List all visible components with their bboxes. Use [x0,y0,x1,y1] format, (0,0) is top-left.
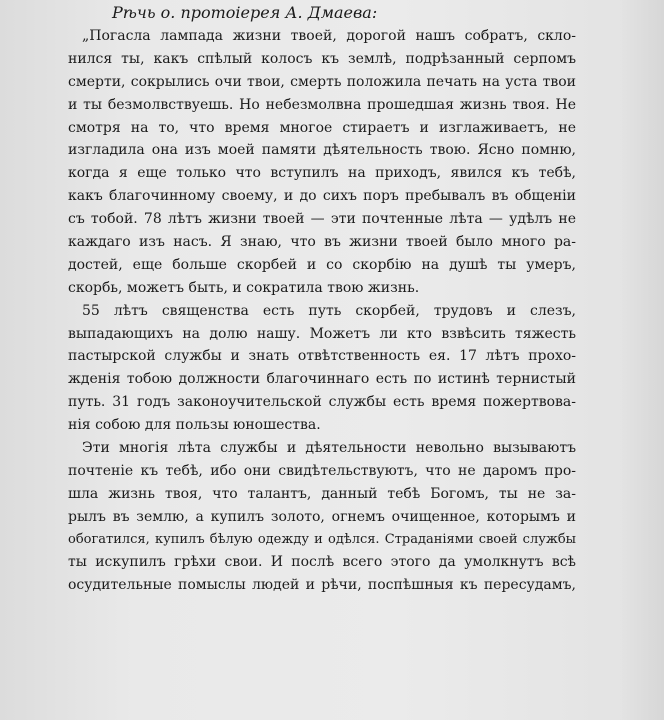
text-line: смотря на то, что время многое стираетъ и изглаживаетъ, не [68,119,576,136]
text-line: изгладила она изъ моей памяти дѣятельность твою. Ясно помню, [68,142,576,159]
text-line: когда я еще только что вступилъ на приходъ, явился къ тебѣ, [68,165,576,182]
speech-text [68,25,576,597]
text-line: шла жизнь твоя, что талантъ, данный тебѣ Богомъ, ты не за- [68,485,576,502]
text-line: обогатился, купилъ бѣлую одежду и одѣлся. Страданіями своей службы [68,531,576,547]
text-line: путь. 31 годъ законоучительской службы есть время пожертвова- [68,394,576,411]
text-line: Эти многія лѣта службы и дѣятельности невольно вызываютъ [82,440,576,457]
text-line: нился ты, какъ спѣлый колосъ къ землѣ, подрѣзанный серпомъ [68,50,576,67]
text-line: съ тобой. 78 лѣтъ жизни твоей — эти почтенные лѣта — удѣлъ не [68,211,576,228]
text-line: „Погасла лампада жизни твоей, дорогой нашъ собратъ, скло- [82,28,576,44]
text-line: какъ благочинному своему, и до сихъ поръ пребывалъ въ общеніи [68,188,576,205]
text-line: рылъ въ землю, а купилъ золото, огнемъ очищенное, которымъ и [68,508,576,525]
text-line: 55 лѣтъ священства есть путь скорбей, трудовъ и слезъ, [82,302,576,319]
text-line: достей, еще больше скорбей и со скорбію на душѣ ты умеръ, [68,256,576,273]
speech-heading: Рѣчь о. протоіерея А. Дмаева: [112,3,378,22]
text-line: осудительные помыслы людей и рѣчи, поспѣшныя къ пересудамъ, [68,577,576,594]
text-line: жденія тобою должности благочиннаго есть по истинѣ тернистый [68,371,576,388]
text-line: выпадающихъ на долю нашу. Можетъ ли кто взвѣсить тяжесть [68,325,576,342]
page-margin-shadow [620,0,664,720]
text-line: смерти, сокрылись очи твои, смерть положила печать на уста твои [68,73,576,90]
text-line: каждаго изъ насъ. Я знаю, что въ жизни твоей было много ра- [68,234,576,251]
text-line: и ты безмолвствуешь. Но небезмолвна прошедшая жизнь твоя. Не [68,96,576,113]
text-line: нія собою для пользы юношества. [68,417,321,434]
text-line: скорбь, можетъ быть, и сократила твою жизнь. [68,279,420,296]
text-line: ты искупилъ грѣхи свои. И послѣ всего этого да умолкнутъ всѣ [68,554,576,571]
text-line: почтеніе къ тебѣ, ибо они свидѣтельствуютъ, что не даромъ про- [68,462,576,479]
text-line: пастырской службы и знать отвѣтственность ея. 17 лѣтъ прохо- [68,348,576,365]
